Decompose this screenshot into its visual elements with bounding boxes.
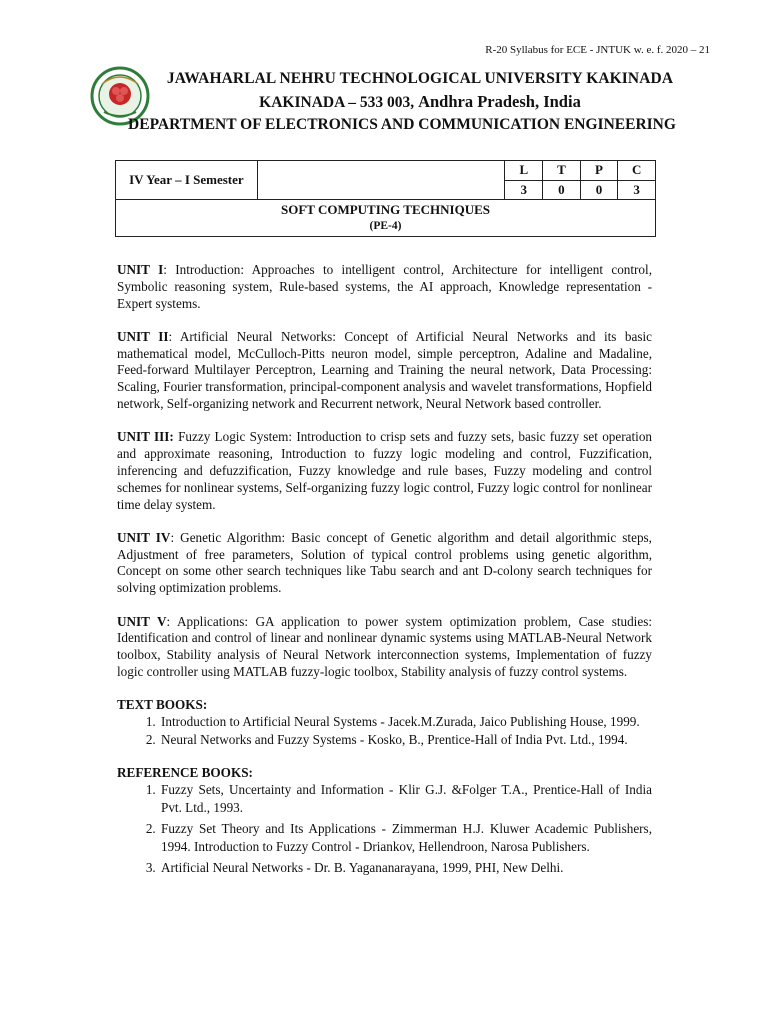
list-item: 2. Fuzzy Set Theory and Its Applications - Zimmerman H.J. Kluwer Academic Publishers, 1994. Introduction to Fuzzy Control - Driankov, Hellendroon, Narosa Publishers. bbox=[159, 820, 652, 856]
header-note: R-20 Syllabus for ECE - JNTUK w. e. f. 2020 – 21 bbox=[485, 44, 710, 56]
unit-sep: : bbox=[163, 262, 176, 277]
list-item: 1. Introduction to Artificial Neural Systems - Jacek.M.Zurada, Jaico Publishing House, 1999. bbox=[159, 714, 652, 731]
course-code: (PE-4) bbox=[369, 220, 402, 232]
unit-2 bbox=[117, 329, 652, 413]
university-city: KAKINADA – 533 003, bbox=[259, 94, 419, 111]
unit-5 bbox=[117, 614, 652, 681]
unit-sep: : bbox=[168, 328, 180, 344]
unit-sep: : bbox=[170, 529, 181, 545]
ltpc-value-t: 0 bbox=[543, 180, 581, 200]
list-item: 1. Fuzzy Sets, Uncertainty and Information - Klir G.J. &Folger T.A., Prentice-Hall of India Pvt. Ltd., 1993. bbox=[159, 781, 652, 817]
unit-text: Applications: GA application to power system optimization problem, Case studies: Identification and control of linear and nonlinear dynamic systems using MATLAB-Neural Network toolbox, Stability analysis of Neural Network interconnection systems, Implementation of fuzzy logic controller using MATLAB fuzzy-logic toolbox, Stability analysis of fuzzy control systems. bbox=[117, 613, 652, 679]
unit-text: Artificial Neural Networks: Concept of Artificial Neural Networks and its basic mathematical model, McCulloch-Pitts neuron model, simple perceptron, Adaline and Madaline, Feed-forward Multilayer Perceptron, Learning and Training the neural network, Data Processing: Scaling, Fourier transformation, principal-component analysis and wavelet transformations, Hopfield network, Self-organizing network and Recurrent network, Neural Network based controller. bbox=[117, 328, 652, 412]
ltpc-header-t: T bbox=[543, 161, 581, 181]
university-state: Andhra Pradesh, India bbox=[418, 92, 581, 111]
unit-label: UNIT IV bbox=[117, 529, 171, 545]
unit-text: Fuzzy Logic System: Introduction to crisp sets and fuzzy sets, basic fuzzy set operation and approximate reasoning, Introduction to fuzzy logic modeling and control, Fuzzification, inferencing and defuzzification, Fuzzy knowledge and rule bases, Fuzzy modeling and control schemes for nonlinear systems, Self-organizing fuzzy logic control, Fuzzy logic control for nonlinear time delay system. bbox=[117, 429, 653, 512]
university-header bbox=[128, 70, 690, 134]
unit-label: UNIT III: bbox=[117, 429, 174, 445]
course-title-cell bbox=[116, 200, 656, 237]
unit-label: UNIT V bbox=[117, 613, 167, 629]
unit-1 bbox=[117, 262, 652, 312]
course-title: SOFT COMPUTING TECHNIQUES bbox=[280, 202, 490, 217]
semester-cell: IV Year – I Semester bbox=[116, 161, 258, 200]
ltpc-value-l: 3 bbox=[505, 180, 543, 200]
reference-books-list bbox=[117, 781, 652, 877]
unit-label: UNIT II bbox=[117, 328, 169, 344]
reference-books-heading: REFERENCE BOOKS: bbox=[117, 764, 253, 780]
unit-label: UNIT I bbox=[117, 262, 164, 277]
unit-sep: : bbox=[166, 613, 177, 629]
university-name: JAWAHARLAL NEHRU TECHNOLOGICAL UNIVERSITY KAKINADA bbox=[166, 70, 674, 87]
ltpc-value-c: 3 bbox=[618, 180, 656, 200]
ltpc-header-p: P bbox=[580, 161, 618, 181]
university-address bbox=[150, 92, 690, 112]
department-name: DEPARTMENT OF ELECTRONICS AND COMMUNICATION ENGINEERING bbox=[128, 116, 676, 133]
ltpc-header-l: L bbox=[505, 161, 543, 181]
text-books-heading: TEXT BOOKS: bbox=[117, 697, 208, 713]
list-item: 2. Neural Networks and Fuzzy Systems - Kosko, B., Prentice-Hall of India Pvt. Ltd., 1994. bbox=[159, 732, 652, 749]
ltpc-header-c: C bbox=[618, 161, 656, 181]
syllabus-body bbox=[117, 262, 652, 893]
ltpc-value-p: 0 bbox=[580, 180, 618, 200]
unit-4 bbox=[117, 530, 652, 597]
unit-text: Introduction: Approaches to intelligent control, Architecture for intelligent control, Symbolic reasoning system, Rule-based systems, the AI approach, Knowledge representation - Expert systems. bbox=[117, 262, 652, 311]
list-item: 3. Artificial Neural Networks - Dr. B. Yagananarayana, 1999, PHI, New Delhi. bbox=[159, 859, 652, 877]
course-info-table bbox=[115, 160, 656, 237]
text-books-list bbox=[117, 714, 652, 749]
blank-cell bbox=[257, 161, 505, 200]
unit-text: Genetic Algorithm: Basic concept of Genetic algorithm and detail algorithmic steps, Adjustment of free parameters, Solution of typical control problems using genetic algorithm, Concept on some other search techniques like Tabu search and ant D-colony search techniques for solving optimization problems. bbox=[117, 529, 652, 596]
unit-3 bbox=[117, 429, 652, 513]
